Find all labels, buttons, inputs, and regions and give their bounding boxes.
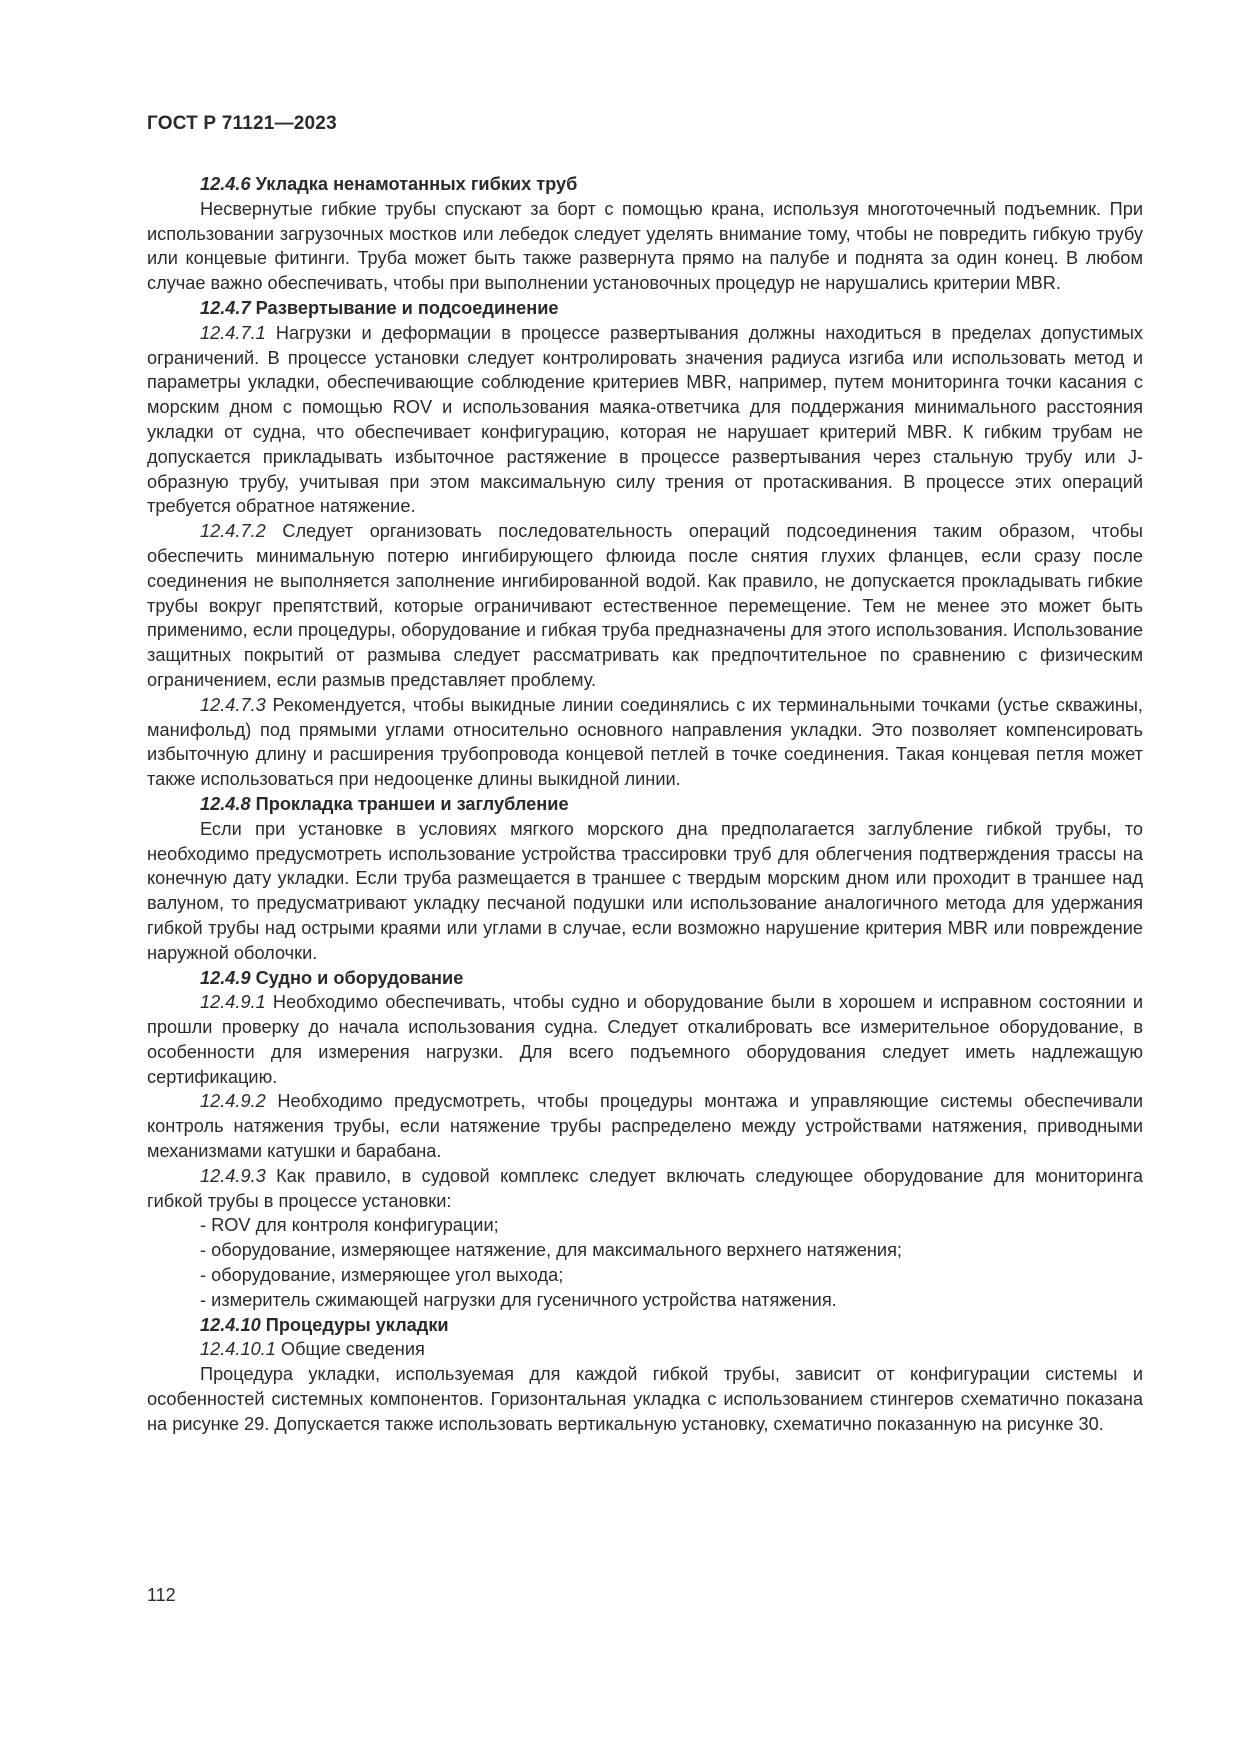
clause-text: Развертывание и подсоединение xyxy=(255,297,559,318)
document-body xyxy=(147,172,1143,1437)
clause-text: Процедуры укладки xyxy=(265,1314,449,1335)
clause-number: 12.4.10 xyxy=(200,1314,261,1335)
clause-number: 12.4.9 xyxy=(200,967,251,988)
clause-text: Процедура укладки, используемая для каждой гибкой трубы, зависит от конфигурации системы и особенностей системных компонентов. Горизонтальная укладка с использованием стингеров схематично показана на рисунке 29. Допускается также использовать вертикальную установку, схематично показанную на рисунке 30. xyxy=(147,1364,1143,1434)
clause-number: 12.4.6 xyxy=(200,174,251,194)
clause-text: - оборудование, измеряющее угол выхода; xyxy=(200,1265,564,1286)
clause-text: Судно и оборудование xyxy=(255,967,464,988)
clause-text: Несвернутые гибкие трубы спускают за борт с помощью крана, используя многоточечный подъемник. При использовании загрузочных мостков или лебедок следует уделять внимание тому, чтобы не повредить гибкую трубу или концевые фитинги. Труба может быть также развернута прямо на палубе и поднята за один конец. В любом случае важно обеспечивать, чтобы при выполнении установочных процедур не нарушались критерии MBR. xyxy=(147,198,1143,294)
section-heading xyxy=(147,1313,1143,1338)
clause-number: 12.4.9.2 xyxy=(200,1091,266,1112)
list-item xyxy=(147,1213,1143,1238)
clause-text: Необходимо предусмотреть, чтобы процедуры монтажа и управляющие системы обеспечивали контроль натяжения трубы, если натяжение трубы распределено между устройствами натяжения, приводными механизмами катушки и барабана. xyxy=(147,1091,1143,1162)
clause-number: 12.4.7.1 xyxy=(200,322,266,343)
paragraph xyxy=(147,1089,1143,1163)
clause-text: Как правило, в судовой комплекс следует включать следующее оборудование для мониторинга гибкой трубы в процессе установки: xyxy=(147,1165,1143,1211)
paragraph xyxy=(147,817,1143,966)
standard-header: ГОСТ Р 71121—2023 xyxy=(147,113,337,134)
clause-text: - ROV для контроля конфигурации; xyxy=(200,1215,499,1236)
clause-number: 12.4.7 xyxy=(200,297,251,318)
section-heading xyxy=(147,296,1143,321)
clause-number: 12.4.7.2 xyxy=(200,521,266,542)
clause-number: 12.4.9.3 xyxy=(200,1165,266,1186)
clause-number: 12.4.10.1 xyxy=(200,1339,276,1360)
section-heading xyxy=(147,172,1143,197)
paragraph xyxy=(147,990,1143,1089)
section-heading xyxy=(147,966,1143,991)
clause-text: - оборудование, измеряющее натяжение, для максимального верхнего натяжения; xyxy=(200,1240,902,1261)
clause-text: Укладка ненамотанных гибких труб xyxy=(255,174,578,194)
paragraph xyxy=(147,1164,1143,1214)
list-item xyxy=(147,1263,1143,1288)
clause-text: Если при установке в условиях мягкого морского дна предполагается заглубление гибкой трубы, то необходимо предусмотреть использование устройства трассировки труб для облегчения подтверждения трассы на конечную дату укладки. Если труба размещается в траншее с твердым морским дном или проходит в траншее над валуном, то предусматривают укладку песчаной подушки или использование аналогичного метода для удержания гибкой трубы над острыми краями или углами в случае, если возможно нарушение критерия MBR или повреждение наружной оболочки. xyxy=(147,818,1143,963)
list-item xyxy=(147,1288,1143,1313)
clause-text: Необходимо обеспечивать, чтобы судно и оборудование были в хорошем и исправном состоянии и прошли проверку до начала использования судна. Следует откалибровать все измерительное оборудование, в особенности для измерения нагрузки. Для всего подъемного оборудования следует иметь надлежащую сертификацию. xyxy=(147,992,1144,1087)
clause-number: 12.4.7.3 xyxy=(200,694,266,715)
paragraph xyxy=(147,519,1143,693)
clause-text: Общие сведения xyxy=(280,1339,425,1360)
page-number: 112 xyxy=(147,1585,176,1605)
paragraph xyxy=(147,693,1143,792)
clause-text: Рекомендуется, чтобы выкидные линии соединялись с их терминальными точками (устье скважины, манифольд) под прямыми углами относительно основного направления укладки. Это позволяет компенсировать избыточную длину и расширения трубопровода концевой петлей в точке соединения. Такая концевая петля может также использоваться при недооценке длины выкидной линии. xyxy=(147,694,1143,790)
paragraph xyxy=(147,1337,1143,1362)
clause-text: - измеритель сжимающей нагрузки для гусеничного устройства натяжения. xyxy=(200,1289,837,1310)
section-heading xyxy=(147,792,1143,817)
paragraph xyxy=(147,321,1143,519)
clause-number: 12.4.9.1 xyxy=(200,992,266,1013)
paragraph xyxy=(147,197,1143,296)
clause-text: Следует организовать последовательность операций подсоединения таким образом, чтобы обеспечить минимальную потерю ингибирующего флюида после снятия глухих фланцев, если сразу после соединения не выполняется заполнение ингибированной водой. Как правило, не допускается прокладывать гибкие трубы вокруг препятствий, которые ограничивают естественное перемещение. Тем не менее это может быть применимо, если процедуры, оборудование и гибкая труба предназначены для этого использования. Использование защитных покрытий от размыва следует рассматривать как предпочтительное по сравнению с физическим ограничением, если размыв представляет проблему. xyxy=(147,521,1143,690)
clause-text: Прокладка траншеи и заглубление xyxy=(255,793,569,814)
list-item xyxy=(147,1238,1143,1263)
clause-text: Нагрузки и деформации в процессе развертывания должны находиться в пределах допустимых ограничений. В процессе установки следует контролировать значения радиуса изгиба или использовать метод и параметры укладки, обеспечивающие соблюдение критериев MBR, например, путем мониторинга точки касания с морским дном с помощью ROV и использования маяка-ответчика для поддержания минимального расстояния укладки от судна, что обеспечивает конфигурацию, которая не нарушает критерий MBR. К гибким трубам не допускается прикладывать избыточное растяжение в процессе развертывания через стальную трубу или J-образную трубу, учитывая при этом максимальную силу трения от протаскивания. В процессе этих операций требуется обратное натяжение. xyxy=(147,322,1143,517)
clause-number: 12.4.8 xyxy=(200,793,251,814)
paragraph xyxy=(147,1362,1143,1436)
